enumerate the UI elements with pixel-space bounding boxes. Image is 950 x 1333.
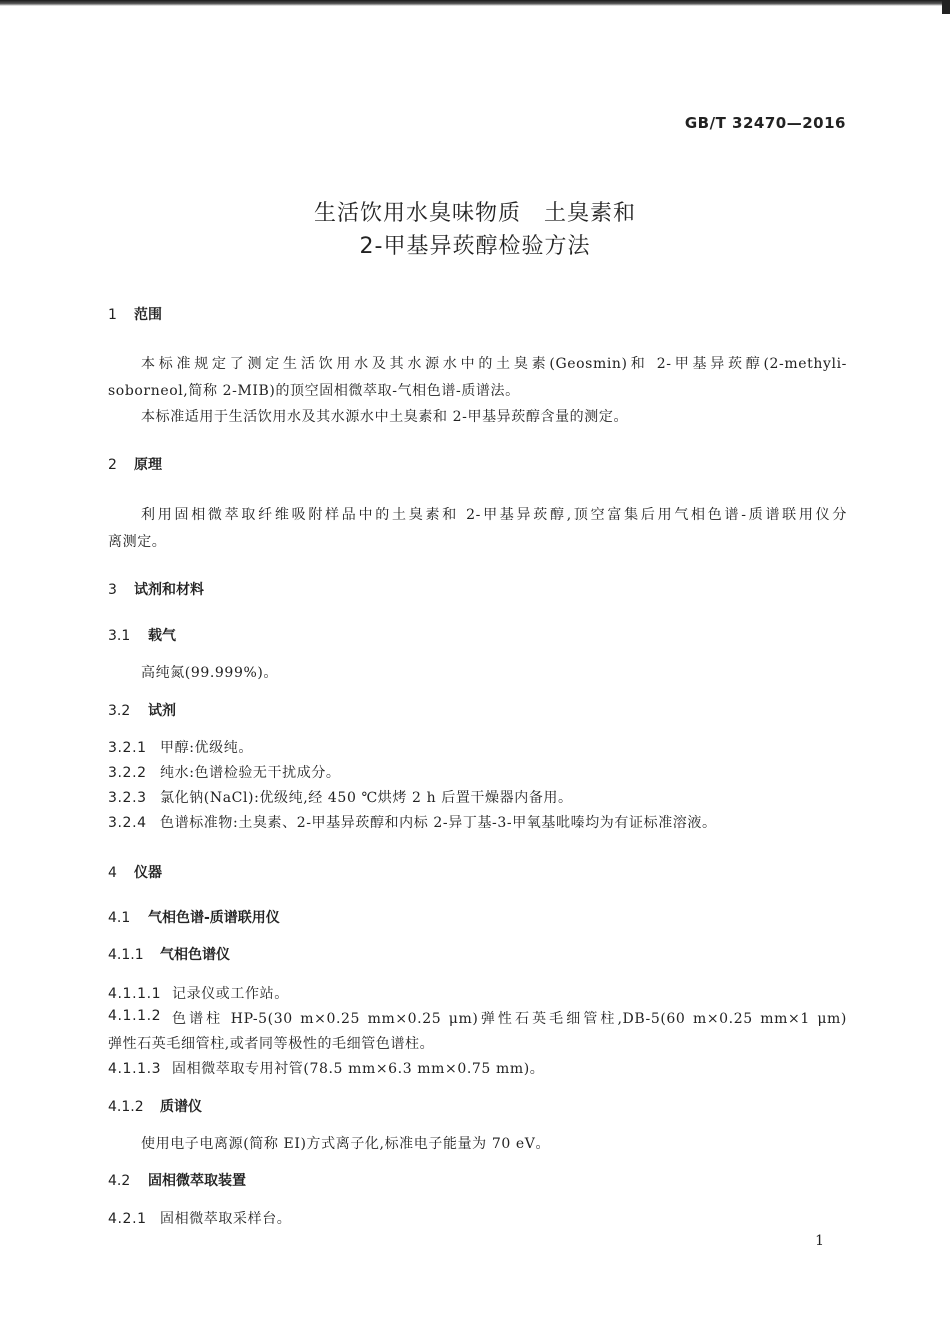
list-item: 3.2.1 甲醇:优级纯。 xyxy=(108,740,253,756)
section-2-para-line2: 离测定。 xyxy=(108,534,167,550)
section-1-para1-line2: soborneol,简称 2-MIB)的顶空固相微萃取-气相色谱-质谱法。 xyxy=(108,383,520,399)
list-item: 3.2.3 氯化钠(NaCl):优级纯,经 450 ℃烘烤 2 h 后置干燥器内备用。 xyxy=(108,790,573,806)
section-1-para2: 本标准适用于生活饮用水及其水源水中土臭素和 2-甲基异莰醇含量的测定。 xyxy=(141,409,629,425)
list-item-continuation: 弹性石英毛细管柱,或者同等极性的毛细管色谱柱。 xyxy=(108,1036,435,1052)
scan-edge-corner xyxy=(942,0,950,14)
section-3-2-heading: 3.2 试剂 xyxy=(108,703,176,719)
section-3-heading: 3 试剂和材料 xyxy=(108,582,204,598)
list-item: 4.2.1 固相微萃取采样台。 xyxy=(108,1211,292,1227)
standard-number: GB/T 32470—2016 xyxy=(684,114,846,132)
page-number: 1 xyxy=(815,1233,824,1249)
section-4-2-heading: 4.2 固相微萃取装置 xyxy=(108,1173,246,1189)
section-2-heading: 2 原理 xyxy=(108,457,162,473)
section-4-1-heading: 4.1 气相色谱-质谱联用仪 xyxy=(108,910,280,926)
section-2-para-line1: 利用固相微萃取纤维吸附样品中的土臭素和 2-甲基异莰醇,顶空富集后用气相色谱-质谱联用仪分 xyxy=(141,507,847,523)
section-4-1-1-heading: 4.1.1 气相色谱仪 xyxy=(108,947,230,963)
section-1-heading: 1 范围 xyxy=(108,307,162,323)
list-item: 4.1.1.1 记录仪或工作站。 xyxy=(108,986,289,1002)
list-item: 4.1.1.3 固相微萃取专用衬管(78.5 mm×6.3 mm×0.75 mm)。 xyxy=(108,1061,545,1077)
list-item: 3.2.4 色谱标准物:土臭素、2-甲基异莰醇和内标 2-异丁基-3-甲氧基吡嗪均为有证标准溶液。 xyxy=(108,815,717,831)
document-title-line1: 生活饮用水臭味物质 土臭素和 xyxy=(313,201,636,226)
section-4-heading: 4 仪器 xyxy=(108,865,162,881)
list-item: 3.2.2 纯水:色谱检验无干扰成分。 xyxy=(108,765,341,781)
section-3-1-heading: 3.1 载气 xyxy=(108,628,176,644)
section-4-1-2-heading: 4.1.2 质谱仪 xyxy=(108,1099,202,1115)
section-3-1-text: 高纯氮(99.999%)。 xyxy=(141,665,279,681)
list-item: 4.1.1.2 色谱柱 HP-5(30 m×0.25 mm×0.25 μm)弹性石英毛细管柱,DB-5(60 m×0.25 mm×1 μm) xyxy=(108,1008,847,1027)
section-4-1-2-text: 使用电子电离源(简称 EI)方式离子化,标准电子能量为 70 eV。 xyxy=(141,1136,551,1152)
document-title-line2: 2-甲基异莰醇检验方法 xyxy=(359,234,591,259)
section-1-para1-line1: 本标准规定了测定生活饮用水及其水源水中的土臭素(Geosmin)和 2-甲基异莰醇(2-methyli- xyxy=(141,356,847,372)
scan-edge xyxy=(0,0,950,6)
